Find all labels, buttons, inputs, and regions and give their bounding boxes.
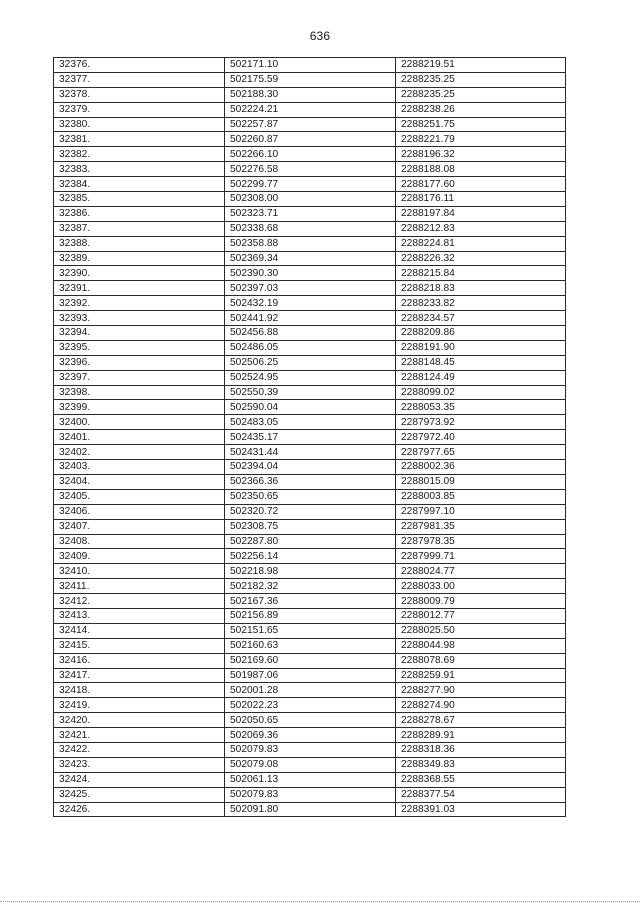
table-row	[54, 192, 566, 207]
y-coordinate-cell: 2288176.11	[396, 192, 566, 207]
table-row	[54, 519, 566, 534]
table-row	[54, 117, 566, 132]
y-coordinate-cell: 2288191.90	[396, 340, 566, 355]
point-number-cell: 32410.	[54, 564, 225, 579]
table-row	[54, 460, 566, 475]
x-coordinate-cell: 502432.19	[225, 296, 396, 311]
point-number-cell: 32396.	[54, 355, 225, 370]
x-coordinate-cell: 502151.65	[225, 623, 396, 638]
x-coordinate-cell: 502160.63	[225, 638, 396, 653]
x-coordinate-cell: 502069.36	[225, 728, 396, 743]
y-coordinate-cell: 2288233.82	[396, 296, 566, 311]
point-number-cell: 32401.	[54, 430, 225, 445]
x-coordinate-cell: 502524.95	[225, 370, 396, 385]
point-number-cell: 32402.	[54, 445, 225, 460]
x-coordinate-cell: 502171.10	[225, 58, 396, 73]
point-number-cell: 32405.	[54, 489, 225, 504]
x-coordinate-cell: 502506.25	[225, 355, 396, 370]
table-row	[54, 132, 566, 147]
x-coordinate-cell: 502001.28	[225, 683, 396, 698]
point-number-cell: 32377.	[54, 72, 225, 87]
table-row	[54, 802, 566, 817]
table-row	[54, 549, 566, 564]
y-coordinate-cell: 2288015.09	[396, 474, 566, 489]
x-coordinate-cell: 502167.36	[225, 594, 396, 609]
point-number-cell: 32399.	[54, 400, 225, 415]
x-coordinate-cell: 502394.04	[225, 460, 396, 475]
y-coordinate-cell: 2288177.60	[396, 177, 566, 192]
y-coordinate-cell: 2288025.50	[396, 623, 566, 638]
point-number-cell: 32408.	[54, 534, 225, 549]
table-row	[54, 311, 566, 326]
table-row	[54, 594, 566, 609]
point-number-cell: 32397.	[54, 370, 225, 385]
table-row	[54, 370, 566, 385]
point-number-cell: 32400.	[54, 415, 225, 430]
y-coordinate-cell: 2288212.83	[396, 221, 566, 236]
y-coordinate-cell: 2287981.35	[396, 519, 566, 534]
point-number-cell: 32413.	[54, 608, 225, 623]
table-row	[54, 713, 566, 728]
table-row	[54, 147, 566, 162]
y-coordinate-cell: 2288238.26	[396, 102, 566, 117]
table-row	[54, 504, 566, 519]
y-coordinate-cell: 2288259.91	[396, 668, 566, 683]
y-coordinate-cell: 2288009.79	[396, 594, 566, 609]
point-number-cell: 32378.	[54, 87, 225, 102]
point-number-cell: 32395.	[54, 340, 225, 355]
table-row	[54, 534, 566, 549]
table-row	[54, 623, 566, 638]
point-number-cell: 32384.	[54, 177, 225, 192]
point-number-cell: 32421.	[54, 728, 225, 743]
x-coordinate-cell: 502091.80	[225, 802, 396, 817]
y-coordinate-cell: 2287997.10	[396, 504, 566, 519]
table-row	[54, 221, 566, 236]
point-number-cell: 32423.	[54, 757, 225, 772]
y-coordinate-cell: 2287999.71	[396, 549, 566, 564]
y-coordinate-cell: 2287972.40	[396, 430, 566, 445]
x-coordinate-cell: 502483.05	[225, 415, 396, 430]
table-row	[54, 102, 566, 117]
coordinates-table-body	[54, 58, 566, 817]
y-coordinate-cell: 2288221.79	[396, 132, 566, 147]
y-coordinate-cell: 2288078.69	[396, 653, 566, 668]
y-coordinate-cell: 2288099.02	[396, 385, 566, 400]
y-coordinate-cell: 2288209.86	[396, 326, 566, 341]
point-number-cell: 32409.	[54, 549, 225, 564]
point-number-cell: 32380.	[54, 117, 225, 132]
x-coordinate-cell: 502358.88	[225, 236, 396, 251]
x-coordinate-cell: 502369.34	[225, 251, 396, 266]
y-coordinate-cell: 2288235.25	[396, 87, 566, 102]
table-row	[54, 430, 566, 445]
point-number-cell: 32381.	[54, 132, 225, 147]
x-coordinate-cell: 502456.88	[225, 326, 396, 341]
x-coordinate-cell: 502276.58	[225, 162, 396, 177]
point-number-cell: 32414.	[54, 623, 225, 638]
y-coordinate-cell: 2288148.45	[396, 355, 566, 370]
y-coordinate-cell: 2288033.00	[396, 579, 566, 594]
point-number-cell: 32424.	[54, 772, 225, 787]
x-coordinate-cell: 502441.92	[225, 311, 396, 326]
x-coordinate-cell: 502182.32	[225, 579, 396, 594]
point-number-cell: 32417.	[54, 668, 225, 683]
y-coordinate-cell: 2288124.49	[396, 370, 566, 385]
y-coordinate-cell: 2288377.54	[396, 787, 566, 802]
y-coordinate-cell: 2288251.75	[396, 117, 566, 132]
x-coordinate-cell: 502079.08	[225, 757, 396, 772]
table-row	[54, 206, 566, 221]
point-number-cell: 32382.	[54, 147, 225, 162]
x-coordinate-cell: 502590.04	[225, 400, 396, 415]
x-coordinate-cell: 502224.21	[225, 102, 396, 117]
y-coordinate-cell: 2288226.32	[396, 251, 566, 266]
y-coordinate-cell: 2288368.55	[396, 772, 566, 787]
table-row	[54, 281, 566, 296]
x-coordinate-cell: 502079.83	[225, 742, 396, 757]
table-row	[54, 698, 566, 713]
y-coordinate-cell: 2288196.32	[396, 147, 566, 162]
x-coordinate-cell: 502486.05	[225, 340, 396, 355]
table-row	[54, 400, 566, 415]
table-row	[54, 489, 566, 504]
y-coordinate-cell: 2288002.36	[396, 460, 566, 475]
point-number-cell: 32406.	[54, 504, 225, 519]
y-coordinate-cell: 2288224.81	[396, 236, 566, 251]
y-coordinate-cell: 2288234.57	[396, 311, 566, 326]
x-coordinate-cell: 502435.17	[225, 430, 396, 445]
point-number-cell: 32420.	[54, 713, 225, 728]
point-number-cell: 32393.	[54, 311, 225, 326]
y-coordinate-cell: 2287978.35	[396, 534, 566, 549]
point-number-cell: 32392.	[54, 296, 225, 311]
table-row	[54, 668, 566, 683]
table-row	[54, 579, 566, 594]
x-coordinate-cell: 502350.65	[225, 489, 396, 504]
y-coordinate-cell: 2287977.65	[396, 445, 566, 460]
x-coordinate-cell: 502397.03	[225, 281, 396, 296]
point-number-cell: 32422.	[54, 742, 225, 757]
point-number-cell: 32388.	[54, 236, 225, 251]
y-coordinate-cell: 2288289.91	[396, 728, 566, 743]
y-coordinate-cell: 2288278.67	[396, 713, 566, 728]
table-row	[54, 772, 566, 787]
y-coordinate-cell: 2288235.25	[396, 72, 566, 87]
point-number-cell: 32416.	[54, 653, 225, 668]
point-number-cell: 32425.	[54, 787, 225, 802]
table-row	[54, 177, 566, 192]
table-row	[54, 638, 566, 653]
table-row	[54, 787, 566, 802]
y-coordinate-cell: 2288349.83	[396, 757, 566, 772]
point-number-cell: 32411.	[54, 579, 225, 594]
x-coordinate-cell: 502218.98	[225, 564, 396, 579]
y-coordinate-cell: 2287973.92	[396, 415, 566, 430]
table-row	[54, 58, 566, 73]
table-row	[54, 608, 566, 623]
table-row	[54, 72, 566, 87]
y-coordinate-cell: 2288197.84	[396, 206, 566, 221]
table-row	[54, 742, 566, 757]
y-coordinate-cell: 2288053.35	[396, 400, 566, 415]
x-coordinate-cell: 502390.30	[225, 266, 396, 281]
point-number-cell: 32387.	[54, 221, 225, 236]
point-number-cell: 32379.	[54, 102, 225, 117]
x-coordinate-cell: 502079.83	[225, 787, 396, 802]
x-coordinate-cell: 502256.14	[225, 549, 396, 564]
table-row	[54, 415, 566, 430]
x-coordinate-cell: 502260.87	[225, 132, 396, 147]
point-number-cell: 32394.	[54, 326, 225, 341]
table-row	[54, 296, 566, 311]
table-row	[54, 757, 566, 772]
y-coordinate-cell: 2288044.98	[396, 638, 566, 653]
x-coordinate-cell: 502287.80	[225, 534, 396, 549]
table-row	[54, 445, 566, 460]
y-coordinate-cell: 2288012.77	[396, 608, 566, 623]
table-row	[54, 326, 566, 341]
x-coordinate-cell: 502431.44	[225, 445, 396, 460]
y-coordinate-cell: 2288391.03	[396, 802, 566, 817]
x-coordinate-cell: 502366.36	[225, 474, 396, 489]
x-coordinate-cell: 502188.30	[225, 87, 396, 102]
point-number-cell: 32419.	[54, 698, 225, 713]
table-row	[54, 653, 566, 668]
x-coordinate-cell: 501987.06	[225, 668, 396, 683]
x-coordinate-cell: 502022.23	[225, 698, 396, 713]
x-coordinate-cell: 502550.39	[225, 385, 396, 400]
x-coordinate-cell: 502156.89	[225, 608, 396, 623]
x-coordinate-cell: 502308.75	[225, 519, 396, 534]
y-coordinate-cell: 2288215.84	[396, 266, 566, 281]
point-number-cell: 32403.	[54, 460, 225, 475]
x-coordinate-cell: 502050.65	[225, 713, 396, 728]
table-row	[54, 683, 566, 698]
table-row	[54, 162, 566, 177]
table-row	[54, 564, 566, 579]
point-number-cell: 32407.	[54, 519, 225, 534]
y-coordinate-cell: 2288274.90	[396, 698, 566, 713]
y-coordinate-cell: 2288218.83	[396, 281, 566, 296]
y-coordinate-cell: 2288003.85	[396, 489, 566, 504]
y-coordinate-cell: 2288188.08	[396, 162, 566, 177]
x-coordinate-cell: 502320.72	[225, 504, 396, 519]
table-row	[54, 87, 566, 102]
x-coordinate-cell: 502061.13	[225, 772, 396, 787]
y-coordinate-cell: 2288318.36	[396, 742, 566, 757]
x-coordinate-cell: 502299.77	[225, 177, 396, 192]
table-row	[54, 355, 566, 370]
point-number-cell: 32426.	[54, 802, 225, 817]
footer-rule	[0, 901, 640, 902]
x-coordinate-cell: 502169.60	[225, 653, 396, 668]
x-coordinate-cell: 502175.59	[225, 72, 396, 87]
x-coordinate-cell: 502308.00	[225, 192, 396, 207]
point-number-cell: 32383.	[54, 162, 225, 177]
point-number-cell: 32389.	[54, 251, 225, 266]
point-number-cell: 32418.	[54, 683, 225, 698]
y-coordinate-cell: 2288219.51	[396, 58, 566, 73]
point-number-cell: 32412.	[54, 594, 225, 609]
point-number-cell: 32376.	[54, 58, 225, 73]
point-number-cell: 32385.	[54, 192, 225, 207]
x-coordinate-cell: 502323.71	[225, 206, 396, 221]
x-coordinate-cell: 502257.87	[225, 117, 396, 132]
point-number-cell: 32391.	[54, 281, 225, 296]
point-number-cell: 32404.	[54, 474, 225, 489]
point-number-cell: 32398.	[54, 385, 225, 400]
table-row	[54, 385, 566, 400]
table-row	[54, 266, 566, 281]
table-row	[54, 236, 566, 251]
point-number-cell: 32390.	[54, 266, 225, 281]
page-number: 636	[309, 29, 331, 43]
y-coordinate-cell: 2288277.90	[396, 683, 566, 698]
coordinates-table	[53, 57, 566, 817]
table-row	[54, 251, 566, 266]
table-row	[54, 340, 566, 355]
x-coordinate-cell: 502338.68	[225, 221, 396, 236]
table-row	[54, 474, 566, 489]
table-row	[54, 728, 566, 743]
x-coordinate-cell: 502266.10	[225, 147, 396, 162]
y-coordinate-cell: 2288024.77	[396, 564, 566, 579]
point-number-cell: 32386.	[54, 206, 225, 221]
point-number-cell: 32415.	[54, 638, 225, 653]
